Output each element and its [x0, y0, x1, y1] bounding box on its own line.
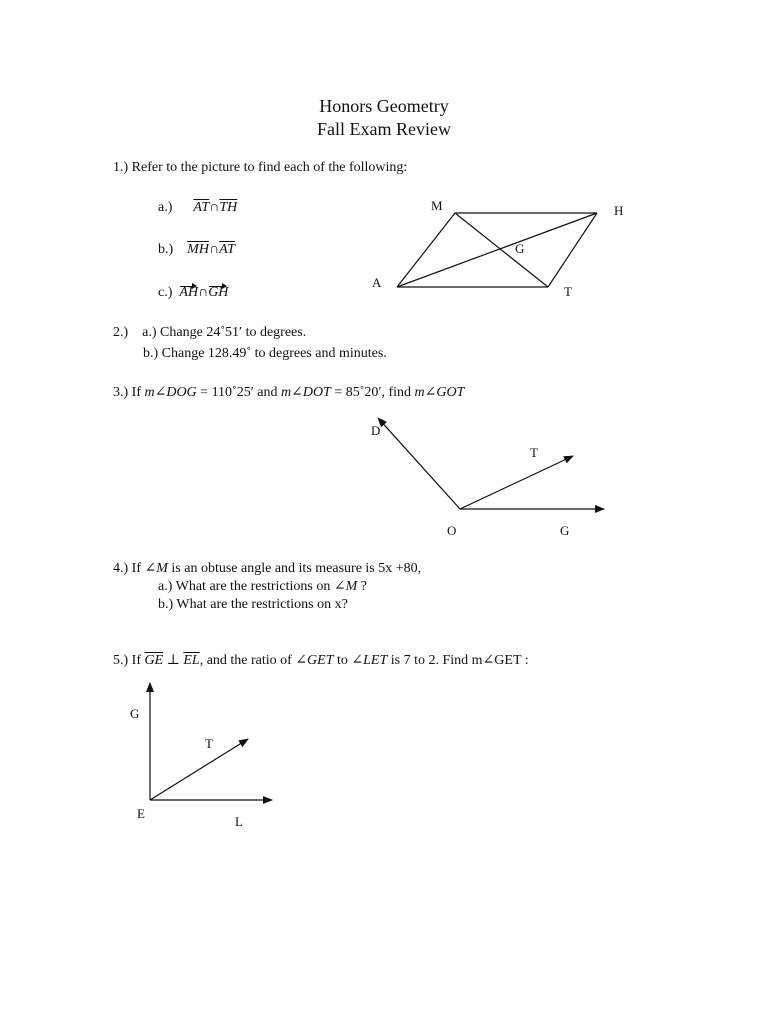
angle-m: ∠M: [144, 561, 168, 576]
ray-od: [378, 418, 460, 509]
perpendicular-symbol: ⊥: [163, 653, 184, 668]
parallelogram-figure: [397, 213, 597, 287]
q5-to: to: [333, 653, 352, 668]
angle-dot-value: = 85˚20′: [330, 385, 382, 400]
question-3-prompt: [113, 385, 464, 401]
segment-at: $\overline{AT}$: [193, 200, 210, 215]
question-1b-label: b.): [158, 242, 174, 257]
question-1-prompt: 1.) Refer to the picture to find each of the following:: [113, 160, 408, 175]
intersection-symbol: ∩: [209, 200, 220, 215]
page-subtitle: Fall Exam Review: [317, 119, 451, 139]
question-4a: [158, 579, 367, 595]
point-t-label: T: [205, 736, 213, 751]
intersection-symbol: ∩: [208, 242, 220, 257]
question-2b: [143, 346, 387, 362]
question-2b-suffix: to degrees and minutes.: [254, 346, 387, 361]
page-title: Honors Geometry: [319, 96, 449, 116]
intersection-symbol: ∩: [198, 285, 209, 300]
point-h-label: H: [614, 203, 624, 218]
q4-prefix: 4.) If: [113, 561, 145, 576]
angle-dog-value: = 110˚25′: [196, 385, 254, 400]
q5-prefix: 5.) If: [113, 653, 145, 668]
angle-dot-measure: m∠DOT: [281, 385, 331, 400]
point-e-label: E: [137, 806, 145, 821]
segment-mt-line: [455, 213, 548, 287]
segment-th: $\overline{TH}$: [219, 200, 238, 215]
segment-mh: $\overline{MH}$: [187, 242, 209, 257]
ray-gh: GH: [208, 285, 229, 300]
point-l-label: L: [235, 814, 243, 829]
q5-mid: , and the ratio of: [199, 653, 296, 668]
question-2a-value: 24˚51′: [206, 325, 243, 340]
point-g-label: G: [515, 241, 525, 256]
q4a-suffix: ?: [357, 579, 367, 594]
point-g-label: G: [130, 706, 140, 721]
segment-ah-line: [397, 213, 597, 287]
question-2-number: 2.): [113, 325, 129, 340]
segment-ht-line: [548, 213, 597, 287]
q3-prefix: 3.) If: [113, 385, 145, 400]
question-2a-suffix: to degrees.: [242, 325, 307, 340]
question-1a-label: a.): [158, 200, 173, 215]
angle-let: ∠LET: [351, 653, 388, 668]
point-a-label: A: [372, 275, 382, 290]
ray-ot: [460, 456, 573, 509]
point-m-label: M: [431, 198, 443, 213]
point-o-label: O: [447, 523, 457, 538]
question-2a-prefix: a.) Change: [142, 325, 207, 340]
ray-ah: AH: [179, 285, 199, 300]
q3-find: , find: [381, 385, 415, 400]
angle-got-measure: m∠GOT: [414, 385, 465, 400]
q3-and: and: [253, 385, 281, 400]
ray-et: [150, 736, 248, 800]
question-5-prompt: [113, 653, 529, 669]
angle-dog-measure: m∠DOG: [144, 385, 197, 400]
segment-at: $\overline{AT}$: [219, 242, 235, 257]
point-d-label: D: [371, 423, 381, 438]
point-t-label: T: [530, 445, 538, 460]
question-2b-prefix: b.) Change 128.49˚: [143, 346, 255, 361]
segment-ge: $\overline{GE}$: [144, 653, 164, 668]
segment-el: $\overline{EL}$: [183, 653, 200, 668]
angle-m: ∠M: [333, 579, 358, 594]
q4a-prefix: a.) What are the restrictions on: [158, 579, 334, 594]
point-g-label: G: [560, 523, 570, 538]
point-t-label: T: [564, 284, 572, 299]
q5-suffix: is 7 to 2. Find m∠GET :: [387, 653, 529, 668]
question-1c-label: c.): [158, 285, 173, 300]
question-2a: [113, 325, 306, 341]
angle-dog-figure: [378, 418, 604, 509]
question-4b: b.) What are the restrictions on x?: [158, 597, 348, 612]
angle-get: ∠GET: [295, 653, 334, 668]
question-4-prompt: [113, 561, 421, 577]
q4-suffix: is an obtuse angle and its measure is 5x +80,: [167, 561, 422, 576]
